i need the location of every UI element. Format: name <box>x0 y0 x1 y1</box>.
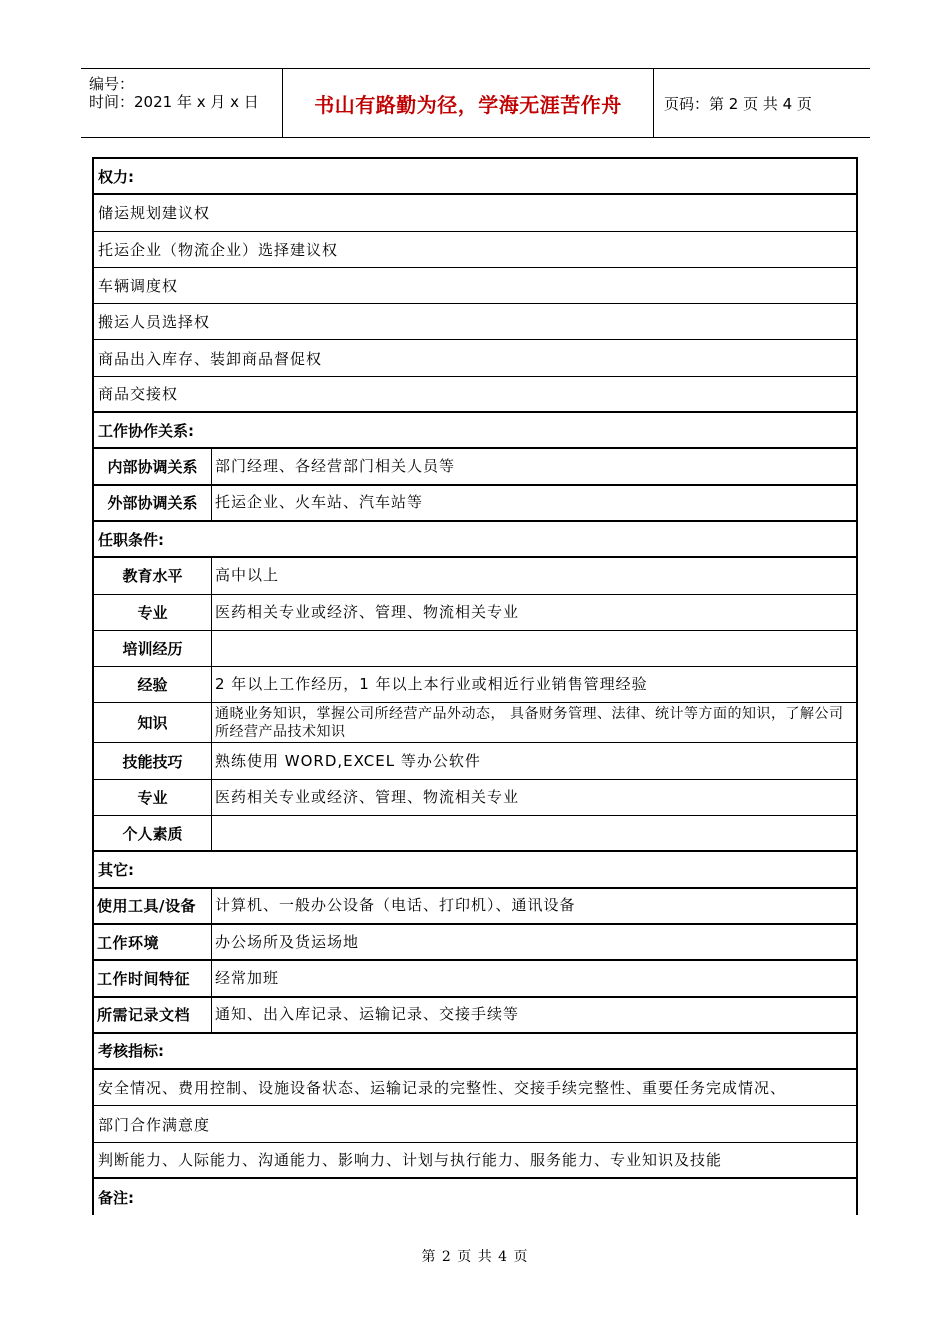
qualification-label: 专业 <box>94 595 212 630</box>
qualification-row <box>94 703 856 743</box>
time-label: 时间：2021 年 x 月 x 日 <box>89 93 259 111</box>
qualification-label: 个人素质 <box>94 816 212 850</box>
section-title-others: 其它: <box>94 852 856 888</box>
qualification-row <box>94 743 856 779</box>
relation-label: 内部协调关系 <box>94 449 212 483</box>
relation-row <box>94 486 856 522</box>
qualification-value: 医药相关专业或经济、管理、物流相关专业 <box>215 602 520 621</box>
qualification-value: 通晓业务知识，掌握公司所经营产品外动态， 具备财务管理、法律、统计等方面的知识，了解公司所经营产品技术知识 <box>215 705 844 740</box>
other-label: 工作时间特征 <box>94 961 212 995</box>
page-header <box>81 68 870 138</box>
section-title-relations: 工作协作关系: <box>94 413 856 449</box>
job-description-table <box>92 157 858 1215</box>
other-row <box>94 961 856 997</box>
section-title-qualifications: 任职条件: <box>94 522 856 558</box>
relation-value: 托运企业、火车站、汽车站等 <box>215 493 424 512</box>
header-meta <box>81 69 283 137</box>
section-title-assessment: 考核指标: <box>94 1034 856 1070</box>
other-label: 所需记录文档 <box>94 998 212 1032</box>
page-footer: 第 2 页 共 4 页 <box>421 1249 529 1265</box>
other-label: 工作环境 <box>94 925 212 959</box>
qualification-row <box>94 595 856 631</box>
qualification-row <box>94 816 856 852</box>
header-motto: 书山有路勤为径，学海无涯苦作舟 <box>283 69 654 137</box>
other-row <box>94 889 856 925</box>
relation-label: 外部协调关系 <box>94 486 212 520</box>
other-value: 计算机、一般办公设备（电话、打印机）、通讯设备 <box>215 896 576 915</box>
assessment-item: 安全情况、费用控制、设施设备状态、运输记录的完整性、交接手续完整性、重要任务完成情况、 <box>94 1070 856 1106</box>
qualification-label: 经验 <box>94 667 212 702</box>
qualification-value: 熟练使用 WORD,EXCEL 等办公软件 <box>215 751 481 770</box>
qualification-label: 专业 <box>94 780 212 815</box>
authority-item: 托运企业（物流企业）选择建议权 <box>94 232 856 268</box>
assessment-item: 判断能力、人际能力、沟通能力、影响力、计划与执行能力、服务能力、专业知识及技能 <box>94 1143 856 1179</box>
section-title-remarks: 备注: <box>98 1188 134 1207</box>
qualification-row <box>94 667 856 703</box>
qualification-row <box>94 631 856 667</box>
number-label: 编号： <box>89 75 135 93</box>
relation-row <box>94 449 856 485</box>
qualification-row <box>94 780 856 816</box>
authority-item: 搬运人员选择权 <box>94 304 856 340</box>
section-title-authority: 权力: <box>94 159 856 195</box>
qualification-value: 2 年以上工作经历，1 年以上本行业或相近行业销售管理经验 <box>215 675 648 694</box>
authority-item: 商品出入库存、装卸商品督促权 <box>94 340 856 376</box>
other-value: 通知、出入库记录、运输记录、交接手续等 <box>215 1005 520 1024</box>
other-label: 使用工具/设备 <box>94 889 212 923</box>
assessment-item: 部门合作满意度 <box>94 1106 856 1142</box>
qualification-label: 培训经历 <box>94 631 212 666</box>
other-row <box>94 925 856 961</box>
authority-item: 商品交接权 <box>94 377 856 413</box>
qualification-label: 教育水平 <box>94 558 212 593</box>
qualification-value: 医药相关专业或经济、管理、物流相关专业 <box>215 787 520 806</box>
other-value: 办公场所及货运场地 <box>215 932 360 951</box>
qualification-label: 知识 <box>94 703 212 742</box>
qualification-label: 技能技巧 <box>94 743 212 778</box>
relation-value: 部门经理、各经营部门相关人员等 <box>215 457 456 476</box>
other-value: 经常加班 <box>215 968 280 987</box>
header-page-info: 页码：第 2 页 共 4 页 <box>664 94 812 113</box>
authority-item: 车辆调度权 <box>94 268 856 304</box>
authority-item: 储运规划建议权 <box>94 195 856 231</box>
other-row <box>94 998 856 1034</box>
qualification-row <box>94 558 856 594</box>
qualification-value: 高中以上 <box>215 566 280 585</box>
